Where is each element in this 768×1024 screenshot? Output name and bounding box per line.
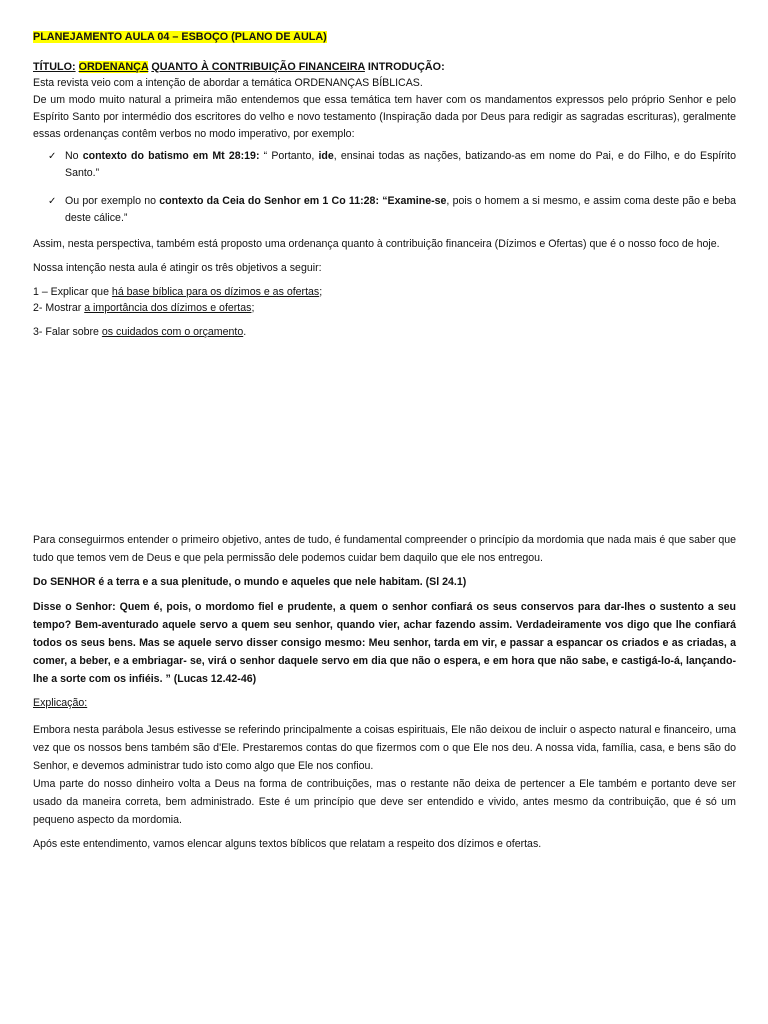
document-page	[33, 30, 736, 853]
objective-3-num: 3- Falar sobre	[33, 326, 102, 339]
objective-1-end: ;	[319, 285, 323, 298]
objective-2-num: 2- Mostrar	[33, 301, 85, 314]
bullet-1-pre: No	[65, 149, 83, 162]
body-paragraph-assim: Assim, nesta perspectiva, também está proposto uma ordenança quanto à contribuição financeira (Dízimos e Ofertas) que é o nosso foco de hoje.	[33, 237, 720, 250]
lesson-plan-title-text: PLANEJAMENTO AULA 04 – ESBOÇO (PLANO DE AULA)	[33, 31, 327, 43]
bullet-2-mid: , pois o homem a si mesmo, e assim coma deste pão e beba deste cálice.”	[65, 194, 736, 224]
checkmark-icon: ✓	[48, 150, 57, 162]
explicacao-label: Explicação:	[33, 697, 88, 710]
bullet-1-bold2: ide	[318, 149, 334, 162]
objective-2	[33, 301, 736, 317]
verse-lucas: Disse o Senhor: Quem é, pois, o mordomo fiel e prudente, a quem o senhor confiará os seus conservos para dar-lhes o sustento a seu tempo? Bem-aventurado aquele servo a quem seu senhor, quando vier, achar fazendo assim. Verdadeiramente vos digo que lhe confiará todos os seus bens. Mas se aquele servo disser consigo mesmo: Meu senhor, tarda em vir, e passar a espancar os criados e as criadas, a comer, a beber, e a embriagar- se, virá o senhor daquele servo em dia que não o espera, e em hora que não sabe, e castigá-lo-á, lançando-lhe a sorte com os infiéis. ” (Lucas 12.42-46)	[33, 601, 736, 686]
blank-space	[33, 341, 736, 531]
titulo-label: TÍTULO:	[33, 60, 76, 73]
objective-1	[33, 285, 736, 301]
bullet-1-mid: “ Portanto,	[259, 149, 319, 162]
body-paragraph-parabola: Embora nesta parábola Jesus estivesse se referindo principalmente a coisas espirituais, Ele não deixou de incluir o aspecto natural e financeiro, uma vez que os nossos bens também são d'Ele. Prestaremos contas do que fizermos com o que Ele nos deu. A nossa vida, família, casa, e bens são do Senhor, e devemos administrar tudo isto como algo que Ele nos confiou.	[33, 723, 736, 772]
bullet-2-pre: Ou por exemplo no	[65, 194, 160, 207]
bullet-1-post: , ensinai todas as nações, batizando-as em nome do Pai, e do Filho, e do Espírito Santo.”	[65, 149, 736, 179]
titulo-highlight: ORDENANÇA	[78, 60, 149, 73]
objective-2-text: a importância dos dízimos e ofertas	[84, 301, 252, 314]
intro-paragraph-2: De um modo muito natural a primeira mão entendemos que essa temática tem haver com os mandamentos expressos pelo próprio Senhor e pelo Espírito Santo por intermédio dos escritores do velho e novo testamento (Inspiração dada por Deus para redigir as sagradas escrituras), geralmente essas ordenanças contêm verbos no modo imperativo, por exemplo:	[33, 93, 736, 140]
body-paragraph-contribuicoes: Uma parte do nosso dinheiro volta a Deus na forma de contribuições, mas o restante não deixa de pertencer a Ele também e portanto deve ser usado da maneira correta, bem administrado. Este é um princípio que deve ser entendido e vivido, antes mesmo da contribuição, que é só um pequeno aspecto da mordomia.	[33, 777, 736, 826]
objective-3-end: .	[243, 326, 247, 339]
body-paragraph-apos: Após este entendimento, vamos elencar alguns textos bíblicos que relatam a respeito dos dízimos e ofertas.	[33, 837, 542, 850]
bullet-item-ceia	[33, 193, 736, 227]
titulo-main: QUANTO À CONTRIBUIÇÃO FINANCEIRA	[151, 60, 365, 73]
lesson-plan-title	[33, 30, 736, 46]
bullet-1-bold: contexto do batismo em Mt 28:19:	[82, 149, 260, 162]
bullet-2-bold: contexto da Ceia do Senhor em 1 Co 11:28: “Examine-se	[159, 194, 447, 207]
body-paragraph-mordomia: Para conseguirmos entender o primeiro objetivo, antes de tudo, é fundamental compreender o princípio da mordomia que nada mais é que saber que tudo que temos vem de Deus e que pela permissão dele podemos cuidar bem daquilo que ele nos entregou.	[33, 533, 736, 564]
objective-3-text: os cuidados com o orçamento	[101, 326, 244, 339]
objective-2-end: ;	[251, 301, 255, 314]
objective-3	[33, 325, 736, 341]
verse-salmo: Do SENHOR é a terra e a sua plenitude, o mundo e aqueles que nele habitam. (Sl 24.1)	[33, 575, 467, 588]
intro-paragraph-1: Esta revista veio com a intenção de abordar a temática ORDENANÇAS BÍBLICAS.	[33, 77, 423, 90]
checkmark-icon: ✓	[48, 195, 57, 207]
introducao-label: INTRODUÇÃO:	[367, 60, 445, 73]
body-paragraph-intencao: Nossa intenção nesta aula é atingir os três objetivos a seguir:	[33, 262, 322, 275]
objective-1-text: há base bíblica para os dízimos e as ofertas	[111, 285, 320, 298]
bullet-item-baptism	[33, 148, 736, 182]
objective-1-num: 1 – Explicar que	[33, 285, 112, 298]
lesson-subject-heading	[33, 60, 736, 76]
